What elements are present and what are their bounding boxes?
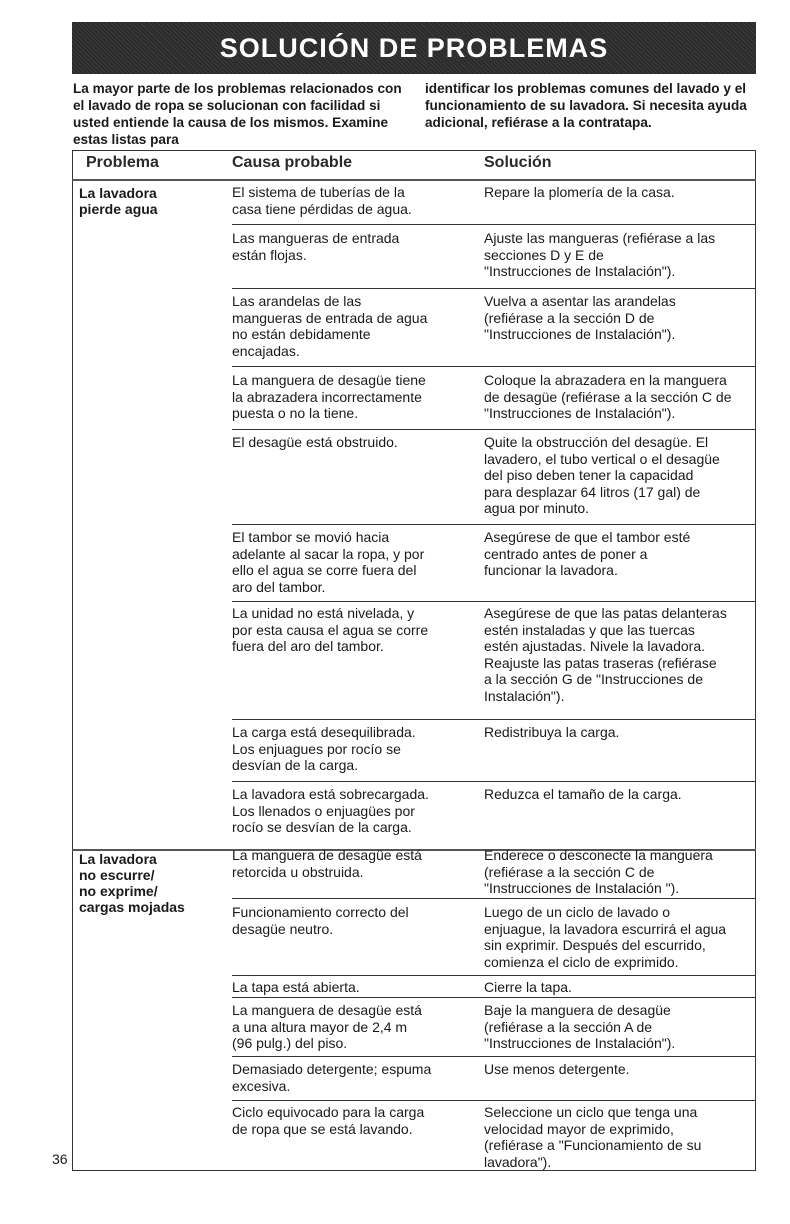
header-problem: Problema [86,154,159,171]
row-divider [232,429,756,430]
solution-cell: Baje la manguera de desagüe (refiérase a la sección A de "Instrucciones de Instalación"). [484,1002,676,1051]
solution-cell: Luego de un ciclo de lavado o enjuague, la lavadora escurrirá el agua sin exprimir. Después del escurrido, comienza el ciclo de exprimido. [484,904,727,970]
header-divider [72,179,756,181]
solution-cell: Cierre la tapa. [484,979,572,995]
cause-cell: Las arandelas de las mangueras de entrada de agua no están debidamente encajadas. [232,293,428,359]
row-divider [232,975,756,976]
solution-cell: Vuelva a asentar las arandelas (refiérase a la sección D de "Instrucciones de Instalación"). [484,293,676,342]
problem-label-no-spin: La lavadora no escurre/ no exprime/ cargas mojadas [79,851,185,915]
cause-cell: La manguera de desagüe está retorcida u obstruida. [232,847,422,880]
row-divider [232,997,756,998]
row-divider [232,898,756,899]
header-solution: Solución [484,154,552,171]
row-divider [232,1100,756,1101]
header-cause: Causa probable [232,154,353,171]
solution-cell: Asegúrese de que el tambor esté centrado antes de poner a funcionar la lavadora. [484,529,691,578]
cause-cell: La manguera de desagüe tiene la abrazadera incorrectamente puesta o no la tiene. [232,372,426,421]
row-divider [232,1056,756,1057]
solution-cell: Asegúrese de que las patas delanteras estén instaladas y que las tuercas estén ajustadas. Nivele la lavadora. Reajuste las patas traseras (refiérase a la sección G de "Instrucciones de Instalación"). [484,605,727,704]
page-title: SOLUCIÓN DE PROBLEMAS [219,32,609,63]
cause-cell: La tapa está abierta. [232,979,360,995]
cause-cell: El tambor se movió hacia adelante al sacar la ropa, y por ello el agua se corre fuera del aro del tambor. [232,529,425,595]
cause-cell: La lavadora está sobrecargada. Los llenados o enjuagües por rocío se desvían de la carga. [232,786,429,835]
solution-cell: Repare la plomería de la casa. [484,184,675,200]
cause-cell: Ciclo equivocado para la carga de ropa que se está lavando. [232,1104,425,1137]
solution-cell: Reduzca el tamaño de la carga. [484,786,682,802]
row-divider [232,288,756,289]
solution-cell: Quite la obstrucción del desagüe. El lavadero, el tubo vertical o el desagüe del piso deben tener la capacidad para desplazar 64 litros (17 gal) de agua por minuto. [484,434,720,516]
row-divider [232,524,756,525]
cause-cell: Las mangueras de entrada están flojas. [232,230,400,263]
solution-cell: Redistribuya la carga. [484,724,620,740]
cause-cell: La carga está desequilibrada. Los enjuagues por rocío se desvían de la carga. [232,724,416,773]
cause-cell: La manguera de desagüe está a una altura mayor de 2,4 m (96 pulg.) del piso. [232,1002,422,1051]
title-banner [72,22,756,74]
intro-left: La mayor parte de los problemas relacionados con el lavado de ropa se solucionan con facilidad si usted entiende la causa de los mismos. Examine estas listas para [73,81,402,147]
solution-cell: Use menos detergente. [484,1061,630,1077]
cause-cell: El desagüe está obstruido. [232,434,398,450]
solution-cell: Seleccione un ciclo que tenga una velocidad mayor de exprimido, (refiérase a "Funcionamiento de su lavadora"). [484,1104,702,1170]
cause-cell: Demasiado detergente; espuma excesiva. [232,1061,432,1094]
row-divider [232,719,756,720]
row-divider [232,601,756,602]
solution-cell: Coloque la abrazadera en la manguera de desagüe (refiérase a la sección C de "Instrucciones de Instalación"). [484,372,732,421]
cause-cell: El sistema de tuberías de la casa tiene pérdidas de agua. [232,184,412,217]
row-divider [232,224,756,225]
cause-cell: La unidad no está nivelada, y por esta causa el agua se corre fuera del aro del tambor. [232,605,429,654]
cause-cell: Funcionamiento correcto del desagüe neutro. [232,904,409,937]
row-divider [232,366,756,367]
solution-cell: Ajuste las mangueras (refiérase a las secciones D y E de "Instrucciones de Instalación"). [484,230,716,279]
page-number: 36 [52,1151,68,1167]
solution-cell: Enderece o desconecte la manguera (refiérase a la sección C de "Instrucciones de Instalación "). [484,847,713,896]
intro-right: identificar los problemas comunes del lavado y el funcionamiento de su lavadora. Si necesita ayuda adicional, refiérase a la contratapa. [425,81,747,130]
row-divider [232,781,756,782]
problem-label-leaks: La lavadora pierde agua [79,185,158,217]
